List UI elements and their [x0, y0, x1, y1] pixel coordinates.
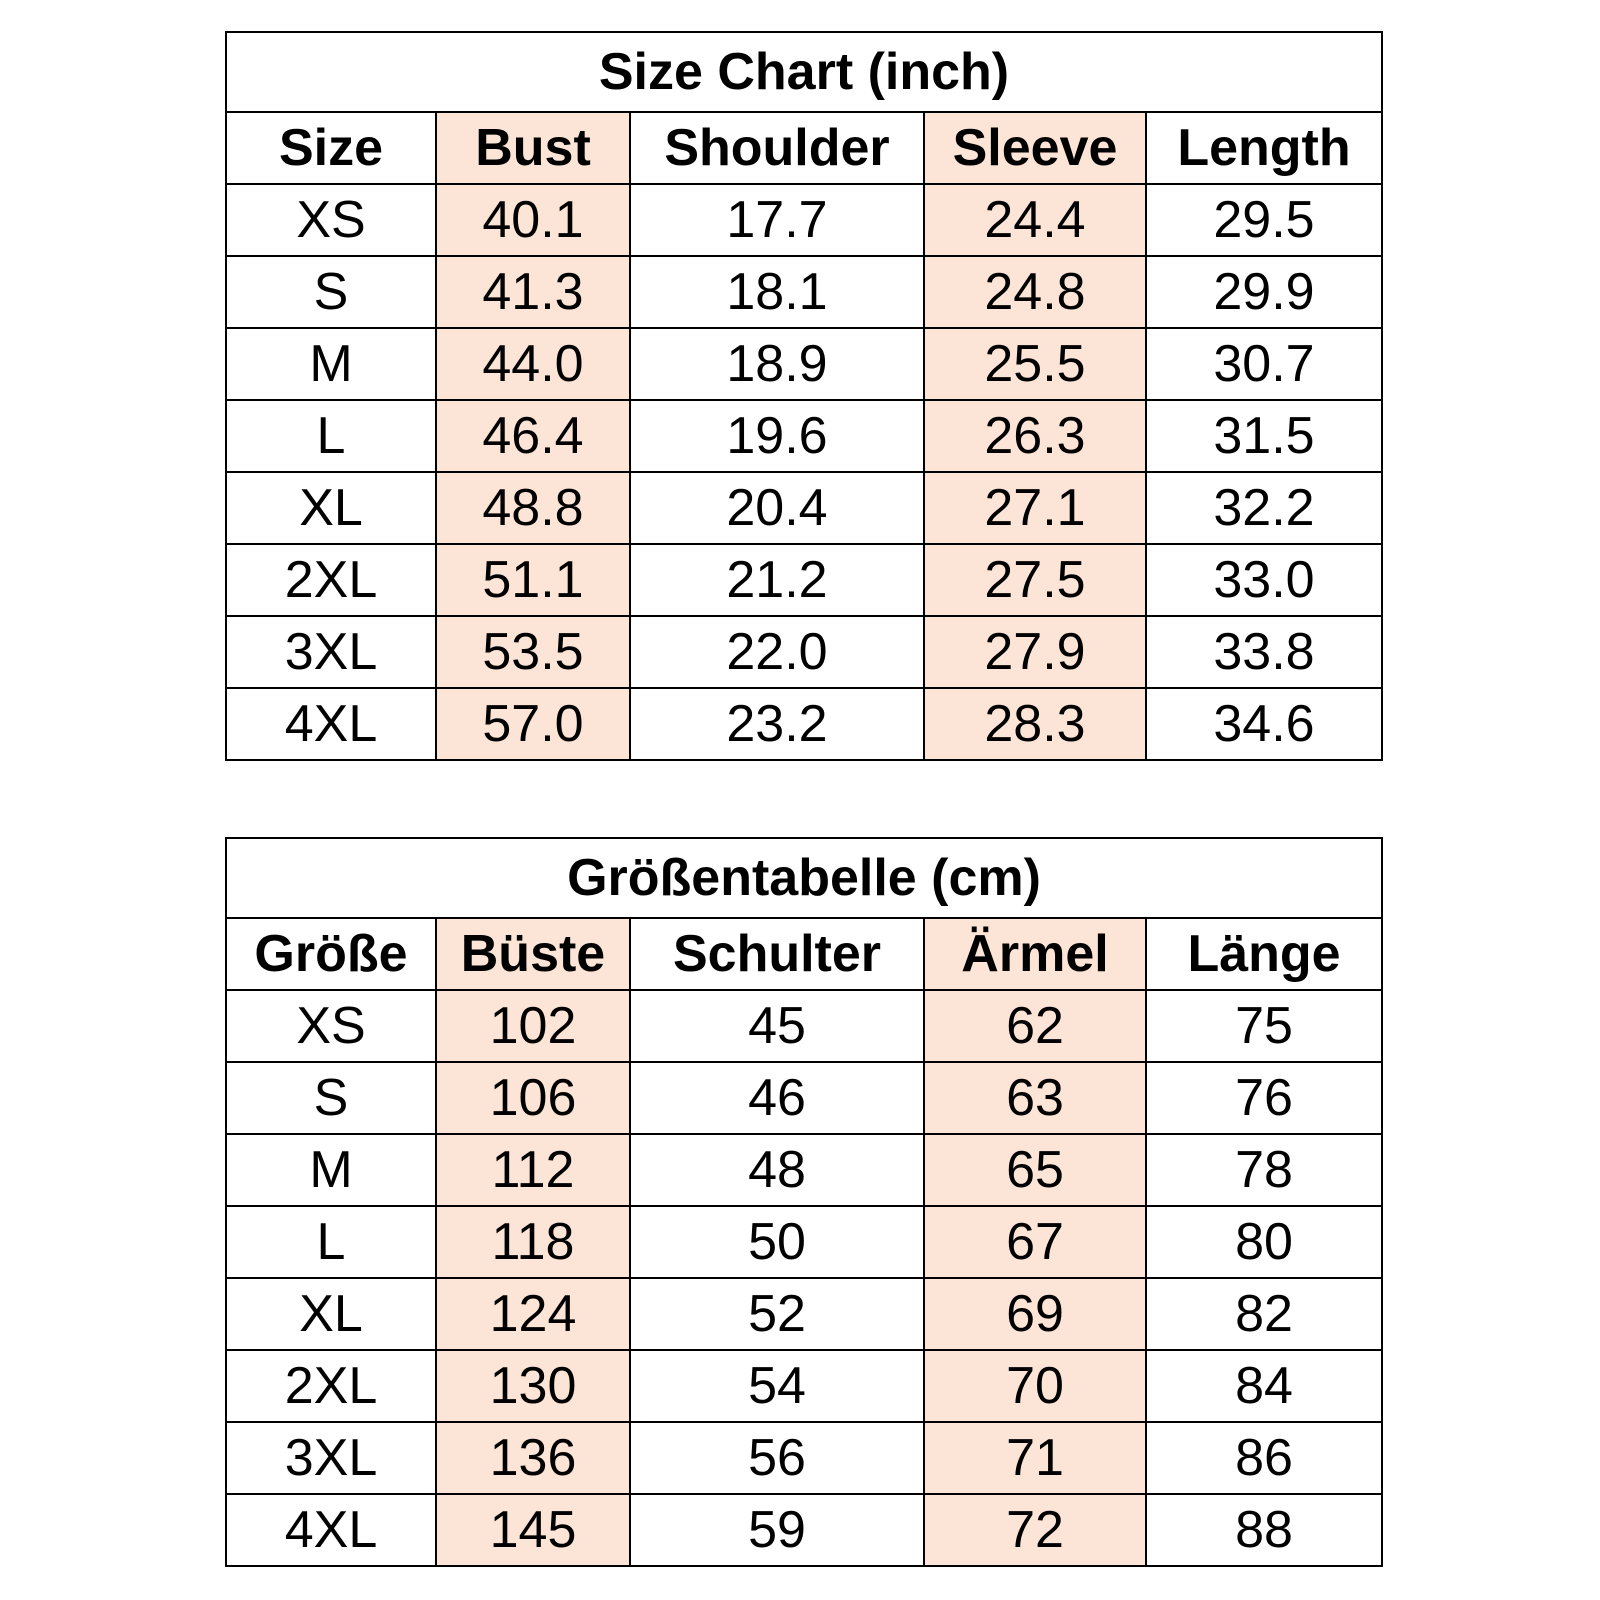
length-cell: 78	[1146, 1134, 1382, 1206]
length-cell: 33.8	[1146, 616, 1382, 688]
shoulder-cell: 45	[630, 990, 924, 1062]
size-cell: L	[226, 400, 436, 472]
shoulder-cell: 59	[630, 1494, 924, 1566]
bust-cell: 106	[436, 1062, 630, 1134]
length-cell: 30.7	[1146, 328, 1382, 400]
size-cell: 3XL	[226, 616, 436, 688]
length-cell: 33.0	[1146, 544, 1382, 616]
bust-cell: 51.1	[436, 544, 630, 616]
bust-cell: 53.5	[436, 616, 630, 688]
size-cell: XS	[226, 184, 436, 256]
table-header-row	[226, 112, 1382, 184]
size-cell: M	[226, 1134, 436, 1206]
sleeve-cell: 71	[924, 1422, 1146, 1494]
bust-cell: 124	[436, 1278, 630, 1350]
sleeve-cell: 62	[924, 990, 1146, 1062]
table-row	[226, 1422, 1382, 1494]
bust-cell: 102	[436, 990, 630, 1062]
table-title: Größentabelle (cm)	[226, 838, 1382, 918]
table-row	[226, 1206, 1382, 1278]
table-title-row	[226, 838, 1382, 918]
column-header-bust: Bust	[436, 112, 630, 184]
column-header-size: Größe	[226, 918, 436, 990]
bust-cell: 46.4	[436, 400, 630, 472]
bust-cell: 44.0	[436, 328, 630, 400]
sleeve-cell: 27.1	[924, 472, 1146, 544]
size-cell: 4XL	[226, 1494, 436, 1566]
table-row	[226, 328, 1382, 400]
length-cell: 29.5	[1146, 184, 1382, 256]
shoulder-cell: 54	[630, 1350, 924, 1422]
bust-cell: 145	[436, 1494, 630, 1566]
bust-cell: 41.3	[436, 256, 630, 328]
shoulder-cell: 18.1	[630, 256, 924, 328]
sleeve-cell: 70	[924, 1350, 1146, 1422]
size-cell: 4XL	[226, 688, 436, 760]
length-cell: 32.2	[1146, 472, 1382, 544]
sleeve-cell: 72	[924, 1494, 1146, 1566]
column-header-sleeve: Ärmel	[924, 918, 1146, 990]
sleeve-cell: 26.3	[924, 400, 1146, 472]
size-cell: M	[226, 328, 436, 400]
size-cell: XS	[226, 990, 436, 1062]
table-row	[226, 1278, 1382, 1350]
size-cell: 2XL	[226, 544, 436, 616]
sleeve-cell: 67	[924, 1206, 1146, 1278]
sleeve-cell: 63	[924, 1062, 1146, 1134]
shoulder-cell: 50	[630, 1206, 924, 1278]
shoulder-cell: 17.7	[630, 184, 924, 256]
column-header-length: Length	[1146, 112, 1382, 184]
table-row	[226, 990, 1382, 1062]
sleeve-cell: 25.5	[924, 328, 1146, 400]
column-header-length: Länge	[1146, 918, 1382, 990]
size-cell: L	[226, 1206, 436, 1278]
length-cell: 31.5	[1146, 400, 1382, 472]
shoulder-cell: 52	[630, 1278, 924, 1350]
length-cell: 82	[1146, 1278, 1382, 1350]
column-header-shoulder: Schulter	[630, 918, 924, 990]
table-row	[226, 544, 1382, 616]
shoulder-cell: 20.4	[630, 472, 924, 544]
bust-cell: 57.0	[436, 688, 630, 760]
sleeve-cell: 24.8	[924, 256, 1146, 328]
shoulder-cell: 46	[630, 1062, 924, 1134]
shoulder-cell: 22.0	[630, 616, 924, 688]
bust-cell: 130	[436, 1350, 630, 1422]
size-cell: 2XL	[226, 1350, 436, 1422]
bust-cell: 40.1	[436, 184, 630, 256]
length-cell: 84	[1146, 1350, 1382, 1422]
sleeve-cell: 28.3	[924, 688, 1146, 760]
bust-cell: 118	[436, 1206, 630, 1278]
length-cell: 88	[1146, 1494, 1382, 1566]
table-row	[226, 1134, 1382, 1206]
shoulder-cell: 19.6	[630, 400, 924, 472]
size-cell: XL	[226, 472, 436, 544]
size-cell: 3XL	[226, 1422, 436, 1494]
table-row	[226, 472, 1382, 544]
shoulder-cell: 18.9	[630, 328, 924, 400]
table-row	[226, 1350, 1382, 1422]
length-cell: 86	[1146, 1422, 1382, 1494]
shoulder-cell: 21.2	[630, 544, 924, 616]
size-table-inch	[225, 31, 1383, 761]
size-cell: S	[226, 1062, 436, 1134]
table-row	[226, 400, 1382, 472]
table-row	[226, 688, 1382, 760]
table-title: Size Chart (inch)	[226, 32, 1382, 112]
sleeve-cell: 69	[924, 1278, 1146, 1350]
sleeve-cell: 24.4	[924, 184, 1146, 256]
length-cell: 29.9	[1146, 256, 1382, 328]
column-header-size: Size	[226, 112, 436, 184]
table-title-row	[226, 32, 1382, 112]
shoulder-cell: 48	[630, 1134, 924, 1206]
column-header-shoulder: Shoulder	[630, 112, 924, 184]
shoulder-cell: 56	[630, 1422, 924, 1494]
bust-cell: 48.8	[436, 472, 630, 544]
column-header-bust: Büste	[436, 918, 630, 990]
column-header-sleeve: Sleeve	[924, 112, 1146, 184]
table-row	[226, 1062, 1382, 1134]
table-row	[226, 184, 1382, 256]
table-row	[226, 256, 1382, 328]
table-row	[226, 1494, 1382, 1566]
length-cell: 75	[1146, 990, 1382, 1062]
bust-cell: 112	[436, 1134, 630, 1206]
shoulder-cell: 23.2	[630, 688, 924, 760]
table-row	[226, 616, 1382, 688]
size-cell: S	[226, 256, 436, 328]
length-cell: 34.6	[1146, 688, 1382, 760]
size-cell: XL	[226, 1278, 436, 1350]
bust-cell: 136	[436, 1422, 630, 1494]
table-header-row	[226, 918, 1382, 990]
size-table-cm	[225, 837, 1383, 1567]
sleeve-cell: 65	[924, 1134, 1146, 1206]
sleeve-cell: 27.5	[924, 544, 1146, 616]
length-cell: 80	[1146, 1206, 1382, 1278]
length-cell: 76	[1146, 1062, 1382, 1134]
sleeve-cell: 27.9	[924, 616, 1146, 688]
